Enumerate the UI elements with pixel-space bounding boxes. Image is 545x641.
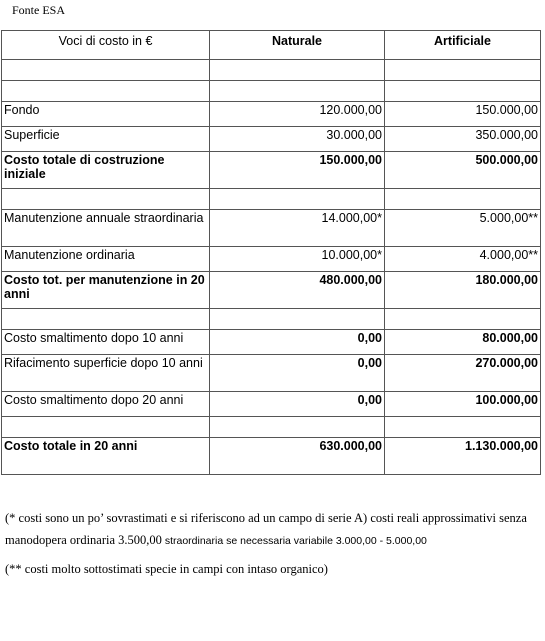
row-value-naturale: 0,00 [210,392,385,417]
row-label [2,417,210,438]
row-value-artificiale [385,417,541,438]
source-label: Fonte ESA [12,3,66,17]
table-row [2,210,541,247]
table-body [2,60,541,475]
table-row [2,355,541,392]
row-value-naturale [210,189,385,210]
table-row [2,152,541,189]
header-naturale: Naturale [210,31,385,60]
row-value-artificiale: 350.000,00 [385,127,541,152]
cost-table [1,30,541,475]
row-value-artificiale: 500.000,00 [385,152,541,189]
row-value-artificiale: 4.000,00** [385,247,541,272]
table-row [2,247,541,272]
table-row [2,272,541,309]
table-row [2,102,541,127]
row-label [2,81,210,102]
row-value-naturale: 14.000,00* [210,210,385,247]
row-label: Manutenzione ordinaria [2,247,210,272]
row-value-naturale: 0,00 [210,330,385,355]
footnotes [5,507,540,580]
row-label: Costo smaltimento dopo 10 anni [2,330,210,355]
footnote-1-detail: straordinaria se necessaria variabile 3.000,00 - 5.000,00 [161,535,427,547]
row-value-naturale [210,60,385,81]
row-value-naturale: 120.000,00 [210,102,385,127]
row-value-artificiale: 5.000,00** [385,210,541,247]
row-value-artificiale [385,189,541,210]
row-label: Costo totale di costruzione iniziale [2,152,210,189]
header-voci: Voci di costo in € [2,31,210,60]
row-value-artificiale: 270.000,00 [385,355,541,392]
table-row-empty [2,189,541,210]
row-value-naturale [210,309,385,330]
table-row-empty [2,309,541,330]
table-row [2,127,541,152]
row-label: Costo tot. per manutenzione in 20 anni [2,272,210,309]
row-value-naturale: 10.000,00* [210,247,385,272]
footnote-1 [5,507,540,552]
row-value-artificiale [385,309,541,330]
row-value-naturale: 630.000,00 [210,438,385,475]
row-value-artificiale: 1.130.000,00 [385,438,541,475]
row-value-naturale [210,417,385,438]
table-row-empty [2,417,541,438]
row-label: Costo totale in 20 anni [2,438,210,475]
row-label: Fondo [2,102,210,127]
row-value-artificiale: 80.000,00 [385,330,541,355]
footnote-1-text: (* costi sono un po’ sovrastimati e si riferiscono ad un campo di serie A) costi reali approssimativi senza manodopera ordinaria 3.500,00 [5,511,527,547]
table-row [2,330,541,355]
row-value-artificiale: 150.000,00 [385,102,541,127]
table-row-empty [2,60,541,81]
table-row [2,392,541,417]
row-label: Costo smaltimento dopo 20 anni [2,392,210,417]
row-value-naturale [210,81,385,102]
table-row-empty [2,81,541,102]
row-label [2,309,210,330]
header-artificiale: Artificiale [385,31,541,60]
row-value-naturale: 150.000,00 [210,152,385,189]
row-value-naturale: 480.000,00 [210,272,385,309]
row-label: Rifacimento superficie dopo 10 anni [2,355,210,392]
row-label [2,189,210,210]
footnote-2: (** costi molto sottostimati specie in campi con intaso organico) [5,562,328,576]
row-value-naturale: 30.000,00 [210,127,385,152]
row-value-artificiale [385,60,541,81]
row-value-naturale: 0,00 [210,355,385,392]
table-row [2,438,541,475]
row-label [2,60,210,81]
row-label: Superficie [2,127,210,152]
row-value-artificiale: 100.000,00 [385,392,541,417]
row-value-artificiale [385,81,541,102]
row-label: Manutenzione annuale straordinaria [2,210,210,247]
row-value-artificiale: 180.000,00 [385,272,541,309]
table-header-row [2,31,541,60]
